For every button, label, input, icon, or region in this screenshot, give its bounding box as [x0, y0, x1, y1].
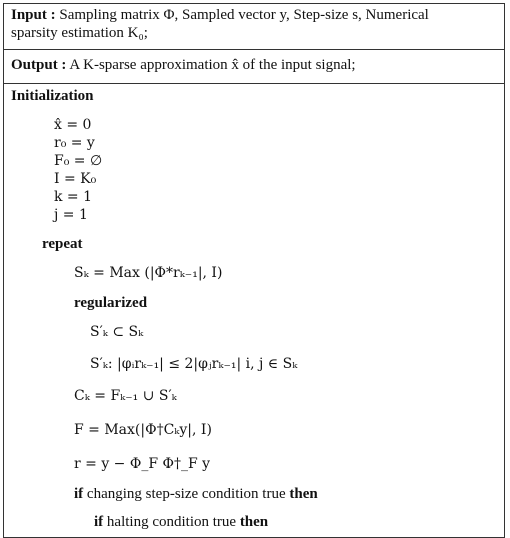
- init-line-f0: F₀ = ∅: [54, 153, 103, 169]
- if-keyword: if: [94, 514, 104, 530]
- divider-input-output: [4, 49, 504, 50]
- regularized-keyword: regularized: [74, 295, 148, 311]
- if-halting: [94, 513, 268, 531]
- init-line-j: j = 1: [54, 207, 88, 223]
- divider-output-body: [4, 83, 504, 84]
- sk-equation: Sₖ = Max (|Φ*rₖ₋₁|, I): [74, 265, 223, 281]
- init-line-r0: r₀ = y: [54, 135, 95, 151]
- if-step-size-text: changing step-size condition true: [86, 486, 286, 502]
- r-equation: r = y − Φ_F Φ†_F y: [74, 456, 211, 472]
- input-text-line2: sparsity estimation K₀;: [11, 25, 148, 41]
- output-label: Output :: [11, 57, 67, 73]
- sk-prime-condition: S′ₖ: |φᵢrₖ₋₁| ≤ 2|φⱼrₖ₋₁| i, j ∈ Sₖ: [90, 356, 298, 372]
- repeat-keyword: repeat: [42, 236, 83, 252]
- input-row: [11, 6, 429, 24]
- if-halting-text: halting condition true: [106, 514, 237, 530]
- then-keyword: then: [239, 514, 269, 530]
- init-line-i: I = K₀: [54, 171, 97, 187]
- input-label: Input :: [11, 7, 56, 23]
- if-keyword: if: [74, 486, 84, 502]
- initialization-heading: Initialization: [11, 88, 94, 104]
- init-line-k: k = 1: [54, 189, 93, 205]
- ck-equation: Cₖ = Fₖ₋₁ ∪ S′ₖ: [74, 388, 177, 404]
- f-equation: F = Max(|Φ†Cₖy|, I): [74, 422, 212, 438]
- output-text: A K-sparse approximation x̂ of the input signal;: [69, 57, 356, 73]
- sk-prime-subset: S′ₖ ⊂ Sₖ: [90, 324, 144, 340]
- if-step-size: [74, 485, 318, 503]
- init-line-xhat: x̂ = 0: [54, 117, 92, 133]
- output-row: [11, 56, 356, 74]
- then-keyword: then: [289, 486, 318, 502]
- input-text-line1: Sampling matrix Φ, Sampled vector y, Step-size s, Numerical: [59, 7, 429, 23]
